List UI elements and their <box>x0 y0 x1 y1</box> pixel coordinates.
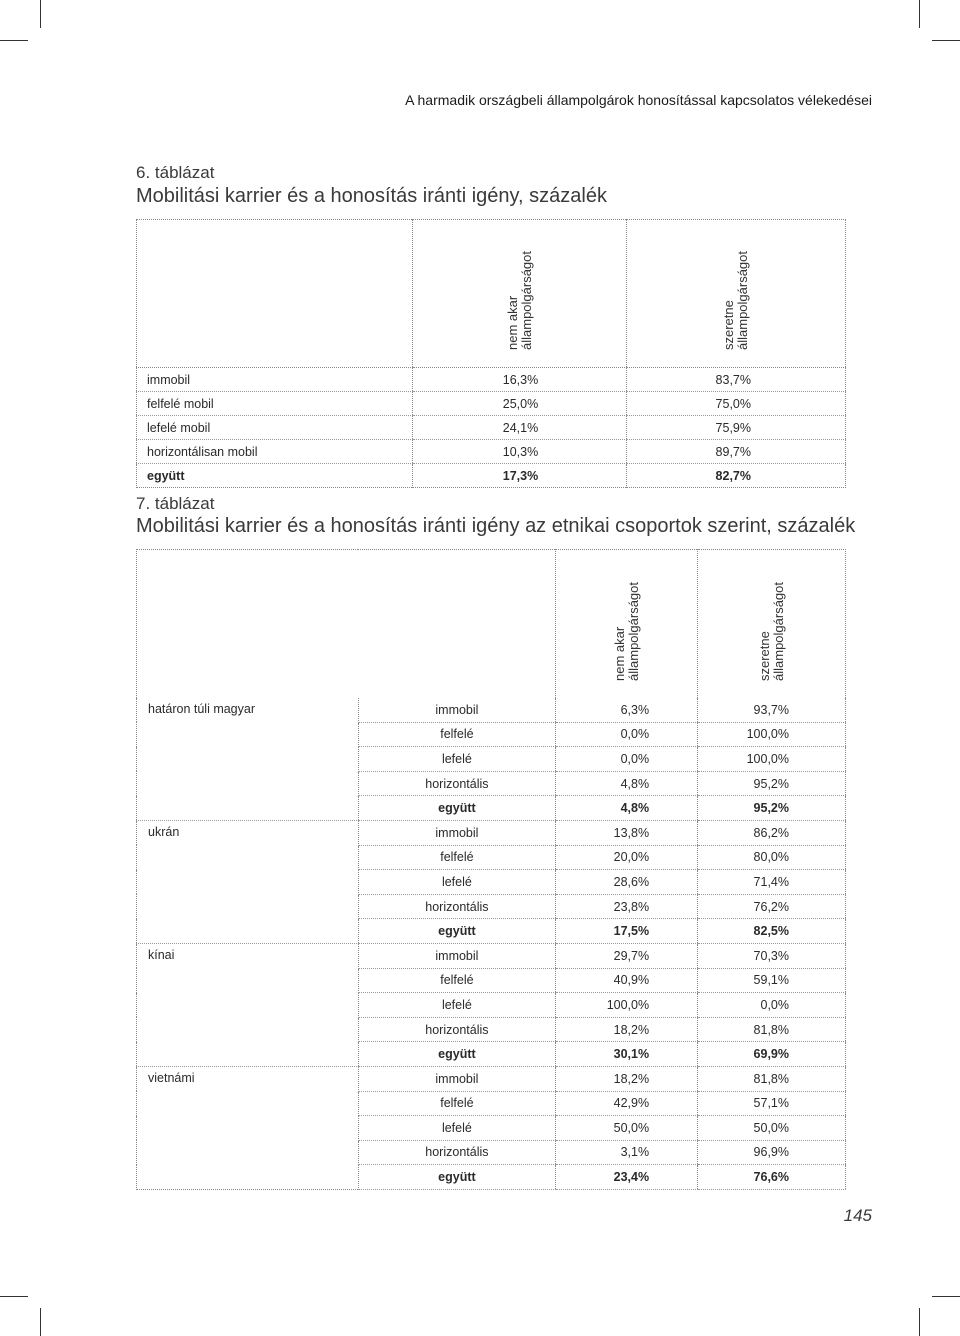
table-row <box>137 368 846 392</box>
row-category: lefelé <box>358 747 556 772</box>
row-category: immobil <box>358 1066 556 1091</box>
cell-value: 0,0% <box>698 993 846 1018</box>
row-category: immobil <box>358 698 556 722</box>
cell-value: 81,8% <box>698 1017 846 1042</box>
group-label: határon túli magyar <box>137 698 359 820</box>
cell-value: 20,0% <box>556 845 698 870</box>
cell-value: 75,0% <box>627 392 846 416</box>
cell-value: 93,7% <box>698 698 846 722</box>
cell-value: 57,1% <box>698 1091 846 1116</box>
row-category: együtt <box>358 1042 556 1067</box>
cell-value: 76,6% <box>698 1165 846 1190</box>
cell-value: 100,0% <box>556 993 698 1018</box>
row-category: lefelé <box>358 993 556 1018</box>
row-category: felfelé <box>358 968 556 993</box>
row-category: lefelé <box>358 870 556 895</box>
cell-value: 25,0% <box>413 392 627 416</box>
cell-value: 82,7% <box>627 464 846 488</box>
row-category: horizontális <box>358 1140 556 1165</box>
crop-mark <box>40 0 41 28</box>
cell-value: 17,5% <box>556 919 698 944</box>
row-label: horizontálisan mobil <box>137 440 413 464</box>
row-category: immobil <box>358 820 556 845</box>
table7-number: 7. táblázat <box>136 494 215 513</box>
table6-title: Mobilitási karrier és a honosítás iránti igény, százalék <box>136 185 607 207</box>
cell-value: 42,9% <box>556 1091 698 1116</box>
table7-title: Mobilitási karrier és a honosítás iránti igény az etnikai csoportok szerint, százalék <box>136 515 856 537</box>
row-label: együtt <box>147 468 185 483</box>
cell-value: 95,2% <box>698 796 846 821</box>
cell-value: 24,1% <box>413 416 627 440</box>
row-category: horizontális <box>358 1017 556 1042</box>
cell-value: 100,0% <box>698 747 846 772</box>
cell-value: 50,0% <box>556 1116 698 1141</box>
cell-value: 75,9% <box>627 416 846 440</box>
row-label: lefelé mobil <box>137 416 413 440</box>
group-label: kínai <box>137 943 359 1066</box>
crop-mark <box>932 40 960 41</box>
cell-value: 100,0% <box>698 722 846 747</box>
row-category: felfelé <box>358 722 556 747</box>
table-row <box>137 943 846 968</box>
cell-value: 50,0% <box>698 1116 846 1141</box>
cell-value: 3,1% <box>556 1140 698 1165</box>
table7-corner <box>137 550 359 699</box>
cell-value: 29,7% <box>556 943 698 968</box>
crop-mark <box>0 40 28 41</box>
row-category: együtt <box>358 796 556 821</box>
cell-value: 10,3% <box>413 440 627 464</box>
row-category: lefelé <box>358 1116 556 1141</box>
crop-mark <box>919 0 920 28</box>
cell-value: 80,0% <box>698 845 846 870</box>
cell-value: 69,9% <box>698 1042 846 1067</box>
crop-mark <box>932 1296 960 1297</box>
table-row <box>137 698 846 722</box>
table6-corner <box>137 220 413 368</box>
table7-corner <box>358 550 556 699</box>
cell-value: 23,4% <box>556 1165 698 1190</box>
cell-value: 59,1% <box>698 968 846 993</box>
row-label: immobil <box>137 368 413 392</box>
group-label: ukrán <box>137 820 359 943</box>
table-row <box>137 464 846 488</box>
cell-value: 0,0% <box>556 722 698 747</box>
row-category: horizontális <box>358 894 556 919</box>
cell-value: 71,4% <box>698 870 846 895</box>
row-category: együtt <box>358 919 556 944</box>
cell-value: 18,2% <box>556 1066 698 1091</box>
table7 <box>136 549 846 1190</box>
table6-col1-header: nem akar állampolgárságot <box>413 220 627 368</box>
crop-mark <box>919 1308 920 1336</box>
cell-value: 95,2% <box>698 771 846 796</box>
table-row <box>137 440 846 464</box>
cell-value: 28,6% <box>556 870 698 895</box>
cell-value: 82,5% <box>698 919 846 944</box>
cell-value: 30,1% <box>556 1042 698 1067</box>
row-category: horizontális <box>358 771 556 796</box>
table6-col2-header: szeretne állampolgárságot <box>627 220 846 368</box>
row-category: immobil <box>358 943 556 968</box>
cell-value: 86,2% <box>698 820 846 845</box>
cell-value: 13,8% <box>556 820 698 845</box>
table-row <box>137 392 846 416</box>
cell-value: 76,2% <box>698 894 846 919</box>
page-number: 145 <box>843 1206 872 1225</box>
crop-mark <box>40 1308 41 1336</box>
table-row <box>137 820 846 845</box>
cell-value: 83,7% <box>627 368 846 392</box>
table6 <box>136 219 846 488</box>
cell-value: 4,8% <box>556 771 698 796</box>
table-row <box>137 1066 846 1091</box>
cell-value: 70,3% <box>698 943 846 968</box>
table6-number: 6. táblázat <box>136 163 215 182</box>
table-row <box>137 416 846 440</box>
cell-value: 4,8% <box>556 796 698 821</box>
running-head: A harmadik országbeli állampolgárok honosítással kapcsolatos vélekedései <box>405 92 872 108</box>
cell-value: 23,8% <box>556 894 698 919</box>
cell-value: 6,3% <box>556 698 698 722</box>
cell-value: 89,7% <box>627 440 846 464</box>
row-category: felfelé <box>358 1091 556 1116</box>
crop-mark <box>0 1296 28 1297</box>
group-label: vietnámi <box>148 1070 195 1085</box>
cell-value: 96,9% <box>698 1140 846 1165</box>
cell-value: 40,9% <box>556 968 698 993</box>
cell-value: 81,8% <box>698 1066 846 1091</box>
cell-value: 17,3% <box>413 464 627 488</box>
cell-value: 16,3% <box>413 368 627 392</box>
cell-value: 18,2% <box>556 1017 698 1042</box>
row-label: felfelé mobil <box>137 392 413 416</box>
cell-value: 0,0% <box>556 747 698 772</box>
row-category: felfelé <box>358 845 556 870</box>
table7-col1-header: nem akar állampolgárságot <box>556 550 698 699</box>
row-category: együtt <box>358 1165 556 1190</box>
table7-col2-header: szeretne állampolgárságot <box>698 550 846 699</box>
